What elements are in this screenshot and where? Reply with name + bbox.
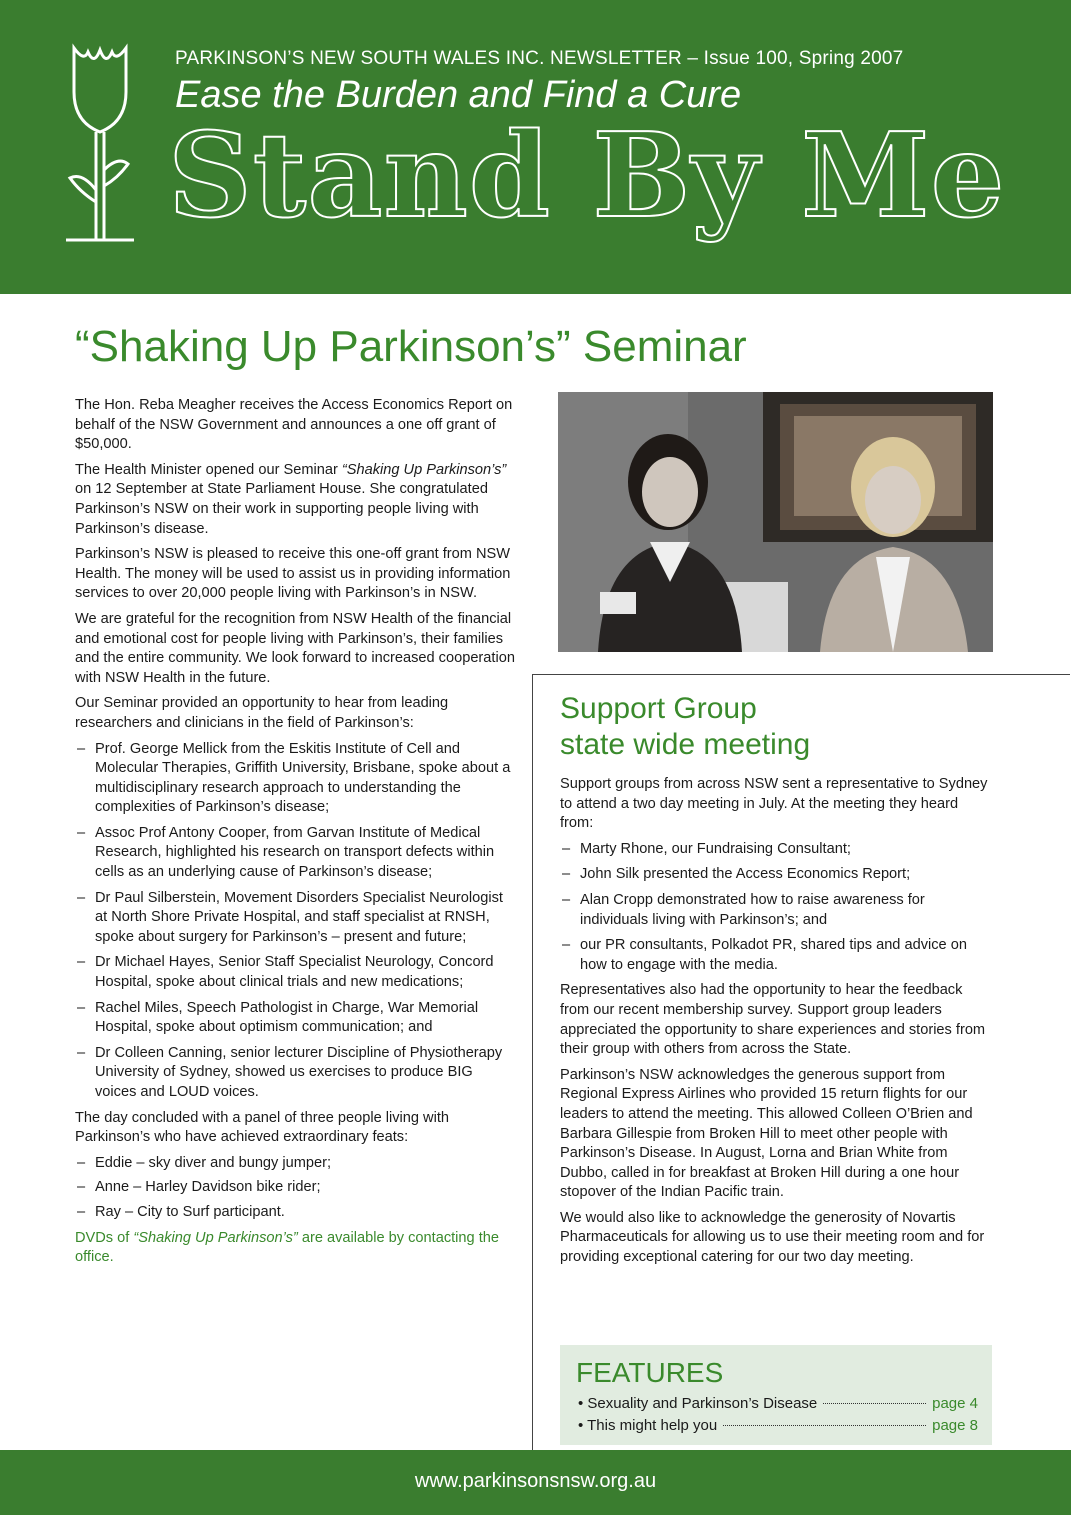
- issue-line: PARKINSON’S NEW SOUTH WALES INC. NEWSLETTER – Issue 100, Spring 2007: [175, 48, 904, 69]
- website-link[interactable]: www.parkinsonsnsw.org.au: [414, 1470, 657, 1492]
- text-run: on 12 September at State Parliament House. She congratulated Parkinson’s NSW on their work in supporting people living with Parkinson’s disease.: [75, 481, 488, 537]
- feature-label: • Sexuality and Parkinson’s Disease: [578, 1395, 818, 1412]
- feature-page: page 4: [932, 1395, 978, 1412]
- list-item: – Ray – City to Surf participant.: [75, 1203, 515, 1223]
- title-line: Support Group: [560, 692, 757, 725]
- list-item: – Assoc Prof Antony Cooper, from Garvan Institute of Medical Research, highlighted his research on transport defects within cells as an underlying cause of Parkinson’s disease;: [75, 824, 515, 883]
- newsletter-title: Stand By Me: [168, 108, 1006, 244]
- leader-dots: [823, 1403, 926, 1404]
- seminar-name: “Shaking Up Parkinson’s”: [341, 461, 507, 478]
- panel-list: [75, 1154, 515, 1223]
- text-run: are available by contacting the office.: [75, 1229, 499, 1266]
- article-intro: The Hon. Reba Meagher receives the Access Economics Report on behalf of the NSW Government and announces a one off grant of $50,000.: [75, 397, 513, 453]
- list-item: – Dr Colleen Canning, senior lecturer Discipline of Physiotherapy University of Sydney, showed us exercises to produce BIG voices and LOUD voices.: [75, 1044, 515, 1103]
- text-run: The Health Minister opened our Seminar: [75, 461, 342, 478]
- leader-dots: [723, 1425, 926, 1426]
- article-paragraph: Parkinson’s NSW acknowledges the generous support from Regional Express Airlines who provided 15 return flights for our leaders to attend the meeting. This allowed Colleen O’Brien and Barbara Gillespie from Broken Hill to meet other people with Parkinson’s Disease. In August, Lorna and Brian White from Dubbo, called in for breakfast at Broken Hill during a one hour stopover of the Indian Pacific train.: [560, 1066, 973, 1201]
- article-paragraph: Support groups from across NSW sent a representative to Sydney to attend a two day meeting in July. At the meeting they heard from:: [560, 776, 988, 832]
- features-title: FEATURES: [576, 1357, 724, 1388]
- footer-bar: [0, 1450, 1071, 1515]
- list-item: – Dr Paul Silberstein, Movement Disorders Specialist Neurologist at North Shore Private Hospital, and staff specialist at RNSH, spoke about surgery for Parkinson’s – present and future;: [75, 889, 515, 948]
- list-item: – our PR consultants, Polkadot PR, shared tips and advice on how to engage with the media.: [560, 936, 995, 975]
- photo-illustration: [558, 392, 993, 652]
- article-paragraph: The day concluded with a panel of three people living with Parkinson’s who have achieved extraordinary feats:: [75, 1109, 450, 1146]
- list-item: – Marty Rhone, our Fundraising Consultant;: [560, 840, 995, 860]
- list-item: – Anne – Harley Davidson bike rider;: [75, 1178, 515, 1198]
- sidebar-divider: [532, 674, 533, 1450]
- speaker-list: [560, 840, 995, 976]
- seminar-name: “Shaking Up Parkinson’s”: [133, 1229, 298, 1246]
- speaker-list: [75, 740, 515, 1103]
- list-item: – Eddie – sky diver and bungy jumper;: [75, 1154, 515, 1174]
- sidebar-divider: [532, 674, 1070, 675]
- article-paragraph: Parkinson’s NSW is pleased to receive this one-off grant from NSW Health. The money will be used to assist us in providing information services to over 20,000 people living with Parkinson’s in NSW.: [75, 546, 511, 602]
- feature-page: page 8: [932, 1417, 978, 1434]
- feature-label: • This might help you: [578, 1417, 718, 1434]
- support-group-body: [560, 775, 995, 1274]
- feature-item[interactable]: [578, 1417, 978, 1434]
- features-box: [560, 1345, 992, 1445]
- article-headline: “Shaking Up Parkinson’s” Seminar: [75, 322, 747, 371]
- dvd-note: [75, 1229, 515, 1268]
- support-group-title: [560, 691, 1000, 763]
- list-item: – John Silk presented the Access Economics Report;: [560, 865, 995, 885]
- article-paragraph: [75, 461, 515, 539]
- tagline: Ease the Burden and Find a Cure: [175, 74, 742, 116]
- tulip-logo-icon: [60, 40, 140, 245]
- list-item: – Alan Cropp demonstrated how to raise awareness for individuals living with Parkinson’s; and: [560, 891, 995, 930]
- article-paragraph: Representatives also had the opportunity to hear the feedback from our recent membership survey. Support group leaders appreciated the opportunity to share experiences and stories from their group with others from across the State.: [560, 982, 986, 1058]
- article-paragraph: Our Seminar provided an opportunity to hear from leading researchers and clinicians in the field of Parkinson’s:: [75, 695, 449, 731]
- article-paragraph: We would also like to acknowledge the generosity of Novartis Pharmaceuticals for allowing us to use their meeting room and for providing exceptional catering for our two day meeting.: [560, 1209, 985, 1266]
- text-run: DVDs of: [75, 1229, 134, 1246]
- feature-item[interactable]: [578, 1395, 978, 1412]
- list-item: – Prof. George Mellick from the Eskitis Institute of Cell and Molecular Therapies, Griffith University, Brisbane, spoke about a multidisciplinary research approach to understanding the complexities of Parkinson’s disease;: [75, 740, 515, 818]
- masthead: [0, 0, 1071, 294]
- list-item: – Dr Michael Hayes, Senior Staff Specialist Neurology, Concord Hospital, spoke about clinical trials and new medications;: [75, 953, 515, 992]
- title-line: state wide meeting: [560, 728, 811, 761]
- article-paragraph: We are grateful for the recognition from NSW Health of the financial and emotional cost for people living with Parkinson’s, their families and the entire community. We look forward to increased cooperation with NSW Health in the future.: [75, 610, 515, 686]
- list-item: – Rachel Miles, Speech Pathologist in Charge, War Memorial Hospital, spoke about optimism communication; and: [75, 999, 515, 1038]
- article-body: [75, 396, 515, 1274]
- seminar-photo: [558, 392, 993, 652]
